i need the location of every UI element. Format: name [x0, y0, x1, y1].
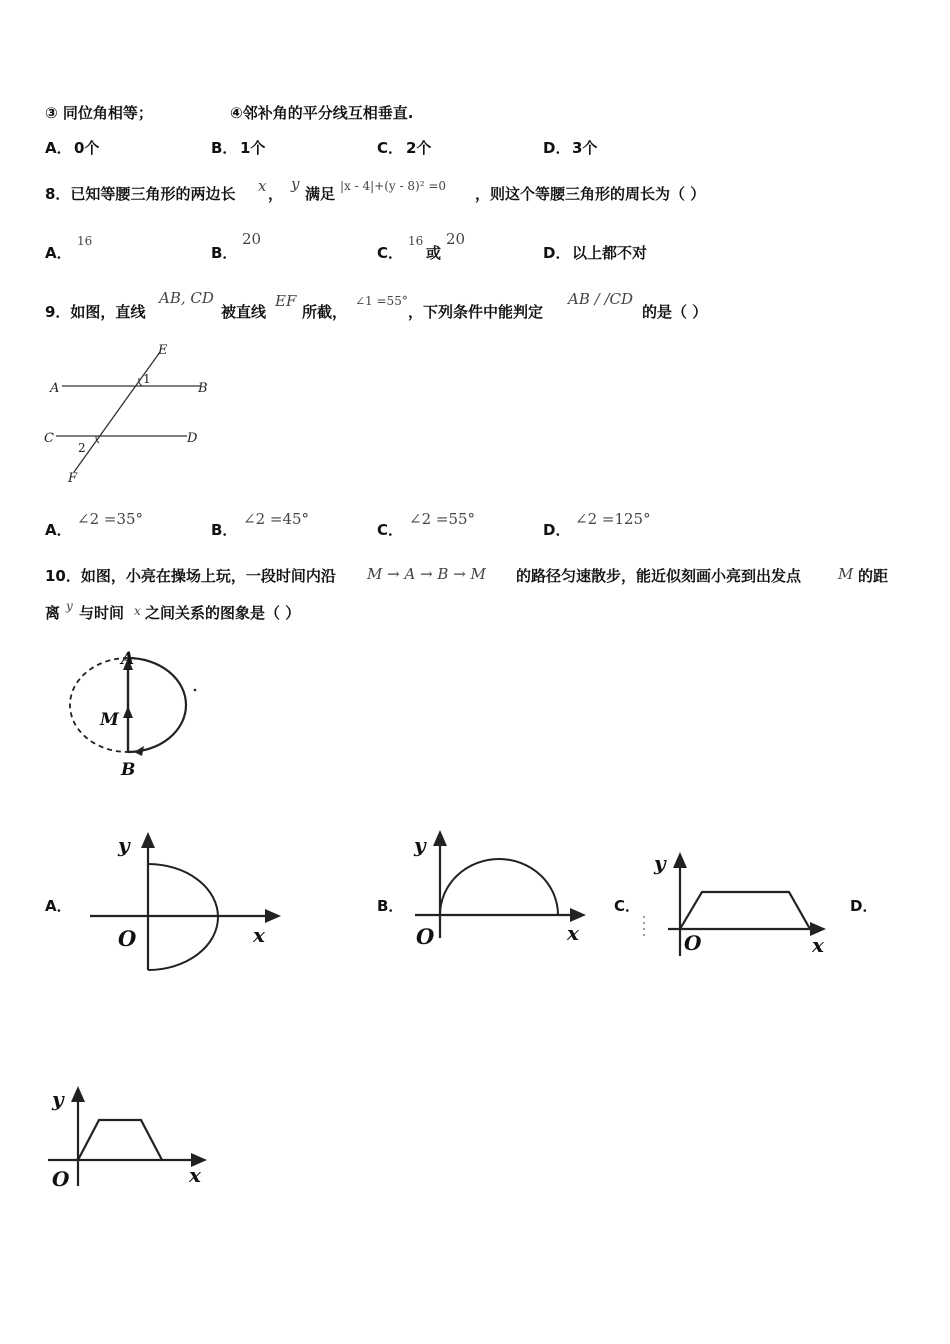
origin-label: O: [52, 1167, 70, 1191]
q10-figure-path: [66, 648, 216, 783]
q10-stem-line1-mid: 的路径匀速散步，能近似刻画小亮到出发点: [516, 567, 802, 585]
option-value: ∠2 =35°: [77, 510, 144, 528]
stray-dot: [194, 689, 197, 692]
graph-trapezoid-narrow: [44, 1082, 219, 1192]
option-letter: B．: [211, 521, 238, 539]
option-letter: A．: [45, 244, 72, 262]
q10-stem-line2-mid: 与时间: [79, 604, 125, 622]
option-value: 16: [77, 234, 93, 248]
line-ef: [74, 352, 160, 472]
option-text: 0个: [74, 139, 100, 157]
label-a: A: [50, 381, 60, 396]
q9-cut-text: 所截，: [302, 303, 348, 321]
q7-item-3: ③ 同位角相等；: [45, 104, 153, 122]
y-axis-arrow: [433, 830, 447, 846]
axis-label-y: y: [52, 1087, 64, 1111]
axis-label-y: y: [118, 833, 130, 857]
label-d: D: [187, 431, 198, 446]
q8-comma: ，: [268, 185, 284, 203]
label-a: A: [121, 649, 135, 669]
option-letter: D．: [850, 897, 878, 915]
y-axis-arrow: [71, 1086, 85, 1102]
curve: [680, 892, 810, 929]
option-letter: C．: [377, 139, 404, 157]
axis-label-y: y: [414, 833, 426, 857]
option-letter: D．: [543, 139, 571, 157]
label-angle-2: 2: [78, 441, 86, 455]
option-or: 或: [426, 244, 442, 262]
option-letter: C．: [377, 244, 404, 262]
q10-var-y: y: [66, 599, 73, 613]
option-letter: A．: [45, 897, 72, 915]
axis-label-x: x: [567, 921, 579, 945]
origin-label: O: [684, 931, 702, 955]
q10-stem-line2-suffix: 之间关系的图象是（ ）: [145, 604, 301, 622]
graph-half-circle-right: [85, 828, 295, 973]
q10-stem-line2-prefix: 离: [45, 604, 61, 622]
q9-lines-ab-cd: AB, CD: [159, 289, 214, 307]
x-axis-arrow: [265, 909, 281, 923]
option-letter: D．: [543, 521, 571, 539]
label-b: B: [198, 381, 208, 396]
graph-trapezoid-wide: [640, 846, 840, 961]
q10-var-x: x: [134, 604, 141, 618]
origin-label: O: [118, 926, 137, 951]
axis-label-y: y: [654, 851, 666, 875]
q9-stem-prefix: 9．如图，直线: [45, 303, 146, 321]
option-text: 1个: [240, 139, 266, 157]
q8-satisfies: 满足: [305, 185, 336, 203]
option-letter: A．: [45, 139, 72, 157]
axis-label-x: x: [812, 933, 824, 957]
q9-stem-middle: ，下列条件中能判定: [408, 303, 544, 321]
q8-equation: |x - 4|+(y - 8)² =0: [340, 179, 447, 193]
curve: [440, 859, 558, 915]
q8-var-x: x: [258, 177, 267, 195]
option-value: ∠2 =55°: [409, 510, 476, 528]
option-letter: C．: [614, 897, 641, 915]
axis-label-x: x: [189, 1163, 201, 1187]
q9-parallel-notation: AB / /CD: [568, 290, 634, 308]
graph-semicircle-above: [410, 824, 600, 949]
q9-cut-by: 被直线: [221, 303, 267, 321]
option-text: 以上都不对: [572, 244, 648, 262]
q9-stem-suffix: 的是（ ）: [642, 303, 708, 321]
option-value-1: 16: [408, 234, 424, 248]
q8-stem-suffix: ，则这个等腰三角形的周长为（ ）: [475, 185, 706, 203]
arrow-up-at-m: [123, 706, 133, 718]
label-c: C: [44, 431, 54, 446]
option-value: 20: [242, 230, 262, 248]
option-letter: D．: [543, 244, 571, 262]
x-axis-arrow: [570, 908, 586, 922]
option-letter: C．: [377, 521, 404, 539]
option-letter: B．: [211, 244, 238, 262]
dashed-left-arc: [70, 658, 128, 752]
label-angle-1: 1: [143, 372, 151, 386]
option-letter: A．: [45, 521, 72, 539]
origin-label: O: [416, 924, 435, 949]
q10-stem-line1-suffix: 的距: [858, 567, 889, 585]
y-axis-arrow: [141, 832, 155, 848]
q10-point-m: M: [838, 565, 854, 583]
label-m: M: [100, 710, 119, 730]
option-letter: B．: [377, 897, 404, 915]
axis-label-x: x: [253, 923, 265, 947]
option-text: 2个: [406, 139, 432, 157]
q9-angle-1: ∠1 =55°: [355, 294, 408, 308]
option-value: ∠2 =45°: [243, 510, 310, 528]
curve: [78, 1120, 162, 1160]
q8-var-y: y: [291, 175, 300, 193]
label-b: B: [121, 760, 136, 780]
label-e: E: [158, 343, 168, 358]
solid-right-arc: [128, 658, 186, 752]
option-value-2: 20: [446, 230, 466, 248]
q8-stem-prefix: 8．已知等腰三角形的两边长: [45, 185, 236, 203]
option-value: ∠2 =125°: [575, 510, 651, 528]
option-text: 3个: [572, 139, 598, 157]
q9-figure-parallel-lines: [44, 342, 214, 487]
label-f: F: [68, 471, 78, 486]
option-letter: B．: [211, 139, 238, 157]
q7-item-4: ④邻补角的平分线互相垂直.: [230, 104, 414, 122]
q10-path: M → A → B → M: [367, 565, 486, 583]
q10-stem-line1-prefix: 10．如图，小亮在操场上玩，一段时间内沿: [45, 567, 336, 585]
q9-line-ef: EF: [275, 292, 297, 310]
y-axis-arrow: [673, 852, 687, 868]
